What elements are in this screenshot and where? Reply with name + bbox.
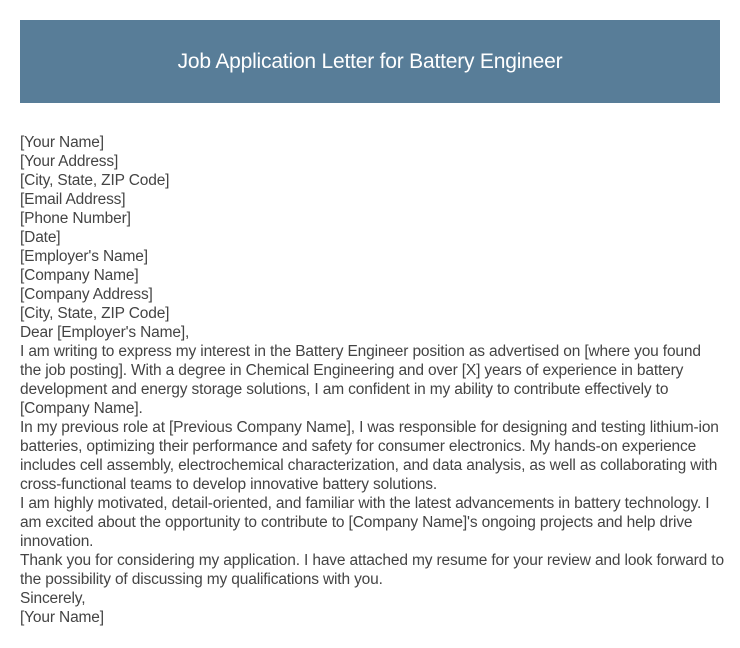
letter-date: [Date]: [20, 229, 61, 246]
sender-name: [Your Name]: [20, 134, 104, 151]
paragraph-experience: In my previous role at [Previous Company Name], I was responsible for designing and testing lithium-ion batteries, optimizing their performance and safety for consumer electronics. My hands-on experience includes cell assembly, electrochemical characterization, and data analysis, as well as collaborating with cross-functional teams to develop innovative battery solutions.: [20, 419, 719, 493]
sender-city: [City, State, ZIP Code]: [20, 172, 170, 189]
sender-email: [Email Address]: [20, 191, 126, 208]
recipient-company: [Company Name]: [20, 267, 139, 284]
page-header: [20, 20, 720, 103]
recipient-address: [Company Address]: [20, 286, 153, 303]
page-title: Job Application Letter for Battery Engineer: [177, 49, 563, 73]
recipient-city: [City, State, ZIP Code]: [20, 305, 170, 322]
letter-body: [20, 133, 724, 627]
closing: Sincerely,: [20, 590, 86, 607]
paragraph-intro: I am writing to express my interest in the Battery Engineer position as advertised on [where you found the job posting]. With a degree in Chemical Engineering and over [X] years of experience in battery development and energy storage solutions, I am confident in my ability to contribute effectively to [Company Name].: [20, 343, 701, 417]
paragraph-motivation: I am highly motivated, detail-oriented, and familiar with the latest advancements in battery technology. I am excited about the opportunity to contribute to [Company Name]'s ongoing projects and help drive innovation.: [20, 495, 710, 550]
recipient-name: [Employer's Name]: [20, 248, 148, 265]
signature: [Your Name]: [20, 609, 104, 626]
salutation: Dear [Employer's Name],: [20, 324, 190, 341]
sender-phone: [Phone Number]: [20, 210, 131, 227]
sender-address: [Your Address]: [20, 153, 119, 170]
paragraph-thanks: Thank you for considering my application. I have attached my resume for your review and look forward to the possibility of discussing my qualifications with you.: [20, 552, 724, 588]
